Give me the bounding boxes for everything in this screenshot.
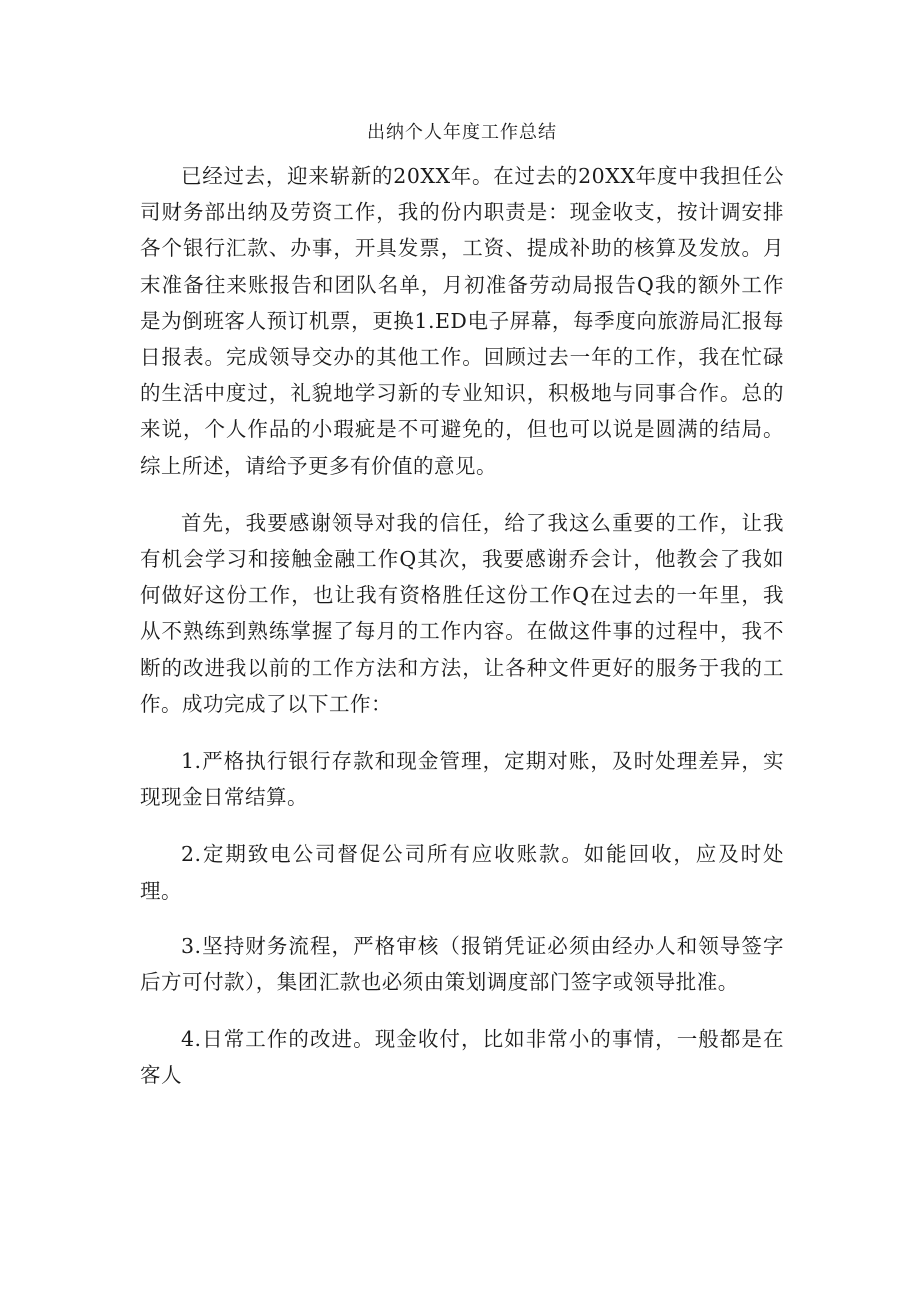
document-title: 出纳个人年度工作总结 (367, 122, 557, 143)
list-item-3: 3.坚持财务流程，严格审核（报销凭证必须由经办人和领导签字后方可付款），集团汇款也必须由策划调度部门签字或领导批准。 (140, 933, 784, 995)
paragraph-thanks: 首先，我要感谢领导对我的信任，给了我这么重要的工作，让我有机会学习和接触金融工作Q其次，我要感谢乔会计，他教会了我如何做好这份工作，也让我有资格胜任这份工作Q在过去的一年里，我从不熟练到熟练掌握了每月的工作内容。在做这件事的过程中，我不断的改进我以前的工作方法和方法，让各种文件更好的服务于我的工作。成功完成了以下工作： (140, 510, 784, 716)
document-page (140, 118, 784, 1094)
list-item-4: 4.日常工作的改进。现金收付，比如非常小的事情，一般都是在客人 (140, 1027, 784, 1088)
paragraph-intro: 已经过去，迎来崭新的20XX年。在过去的20XX年度中我担任公司财务部出纳及劳资工作，我的份内职责是：现金收支，按计调安排各个银行汇款、办事，开具发票，工资、提成补助的核算及发放。月末准备往来账报告和团队名单，月初准备劳动局报告Q我的额外工作是为倒班客人预订机票，更换1.ED电子屏幕，每季度向旅游局汇报每日报表。完成领导交办的其他工作。回顾过去一年的工作，我在忙碌的生活中度过，礼貌地学习新的专业知识，积极地与同事合作。总的来说，个人作品的小瑕疵是不可避免的，但也可以说是圆满的结局。综上所述，请给予更多有价值的意见。 (140, 164, 784, 478)
list-item-2: 2.定期致电公司督促公司所有应收账款。如能回收，应及时处理。 (140, 842, 784, 903)
list-item-1: 1.严格执行银行存款和现金管理，定期对账，及时处理差异，实现现金日常结算。 (140, 749, 784, 810)
